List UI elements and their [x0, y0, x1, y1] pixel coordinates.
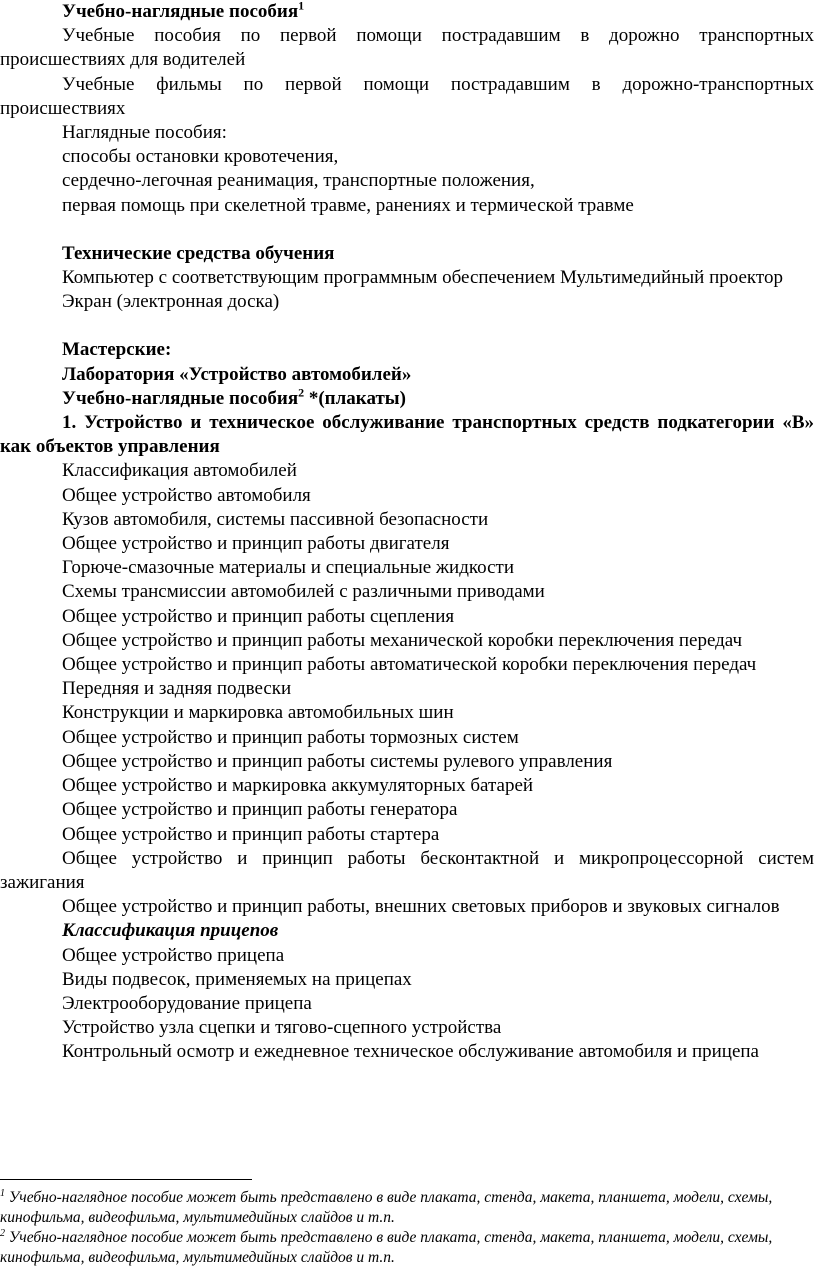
list-item: Электрооборудование прицепа	[62, 992, 312, 1014]
list-item: Общее устройство и маркировка аккумуляторных батарей	[62, 775, 534, 797]
footnote-2: $^2$ Учебно-наглядное пособие может быть представлено в виде плаката, стенда, макета, планшета, модели, схемы, кинофильма, видеофильма, мультимедийных слайдов и т.п.	[0, 1227, 773, 1266]
section-heading-technical-means: Технические средства обучения	[62, 242, 335, 264]
list-item: Конструкции и маркировка автомобильных шин	[62, 702, 454, 724]
list-item: Общее устройство и принцип работы сцепления	[62, 605, 455, 627]
list-item: Классификация автомобилей	[62, 460, 297, 482]
aids-heading: Учебно-наглядные пособия$^2$ *(плакаты)	[62, 385, 406, 409]
paragraph: сердечно-легочная реанимация, транспортные положения,	[62, 170, 535, 192]
list-item: Общее устройство автомобиля	[62, 484, 311, 506]
footnotes	[0, 1188, 814, 1268]
trailers-heading: Классификация прицепов	[62, 920, 279, 942]
list-item: Общее устройство и принцип работы двигателя	[62, 533, 450, 555]
list-item: Общее устройство и принцип работы бесконтактной и микропроцессорной систем зажигания	[0, 847, 814, 893]
list-item: Устройство узла сцепки и тягово-сцепного устройства	[62, 1017, 502, 1039]
paragraph: Экран (электронная доска)	[62, 291, 280, 313]
list-item: Общее устройство и принцип работы системы рулевого управления	[62, 750, 613, 772]
list-item: Общее устройство и принцип работы, внешних световых приборов и звуковых сигналов	[62, 896, 780, 918]
list-item: Общее устройство и принцип работы тормозных систем	[62, 726, 519, 748]
section-heading-workshops: Мастерские:	[62, 339, 172, 361]
lab-title: Лаборатория «Устройство автомобилей»	[62, 363, 412, 385]
list-item: Общее устройство и принцип работы генератора	[62, 799, 458, 821]
list-item: Горюче-смазочные материалы и специальные жидкости	[62, 557, 515, 579]
list-item: Виды подвесок, применяемых на прицепах	[62, 968, 412, 990]
paragraph: Компьютер с соответствующим программным обеспечением Мультимедийный проектор	[62, 267, 783, 289]
list-item: Общее устройство прицепа	[62, 944, 285, 966]
list-item: Кузов автомобиля, системы пассивной безопасности	[62, 508, 489, 530]
footnote-separator	[0, 1179, 252, 1180]
topic-heading: 1. Устройство и техническое обслуживание транспортных средств подкатегории «В» как объектов управления	[0, 412, 814, 458]
list-item: Передняя и задняя подвески	[62, 678, 292, 700]
paragraph: Учебные пособия по первой помощи пострадавшим в дорожно транспортных происшествиях для водителей	[0, 25, 814, 71]
spacer	[0, 218, 816, 242]
paragraph: Учебные фильмы по первой помощи пострадавшим в дорожно-транспортных происшествиях	[0, 73, 814, 119]
list-item: Контрольный осмотр и ежедневное техническое обслуживание автомобиля и прицепа	[62, 1041, 759, 1063]
section-heading-teaching-aids: Учебно-наглядные пособия$^1$	[62, 0, 305, 22]
list-item: Общее устройство и принцип работы стартера	[62, 823, 440, 845]
paragraph: первая помощь при скелетной травме, ранениях и термической травме	[62, 194, 634, 216]
list-item: Общее устройство и принцип работы автоматической коробки переключения передач	[62, 654, 757, 676]
spacer	[0, 314, 816, 338]
paragraph: Наглядные пособия:	[62, 122, 227, 144]
paragraph: способы остановки кровотечения,	[62, 146, 339, 168]
footnote-1: $^1$ Учебно-наглядное пособие может быть представлено в виде плаката, стенда, макета, планшета, модели, схемы, кинофильма, видеофильма, мультимедийных слайдов и т.п.	[0, 1187, 773, 1226]
list-item: Общее устройство и принцип работы механической коробки переключения передач	[62, 629, 743, 651]
list-item: Схемы трансмиссии автомобилей с различными приводами	[62, 581, 545, 603]
footnote-ref-1[interactable]: 1	[298, 0, 305, 13]
footnote-ref-2[interactable]: 2	[298, 385, 305, 400]
